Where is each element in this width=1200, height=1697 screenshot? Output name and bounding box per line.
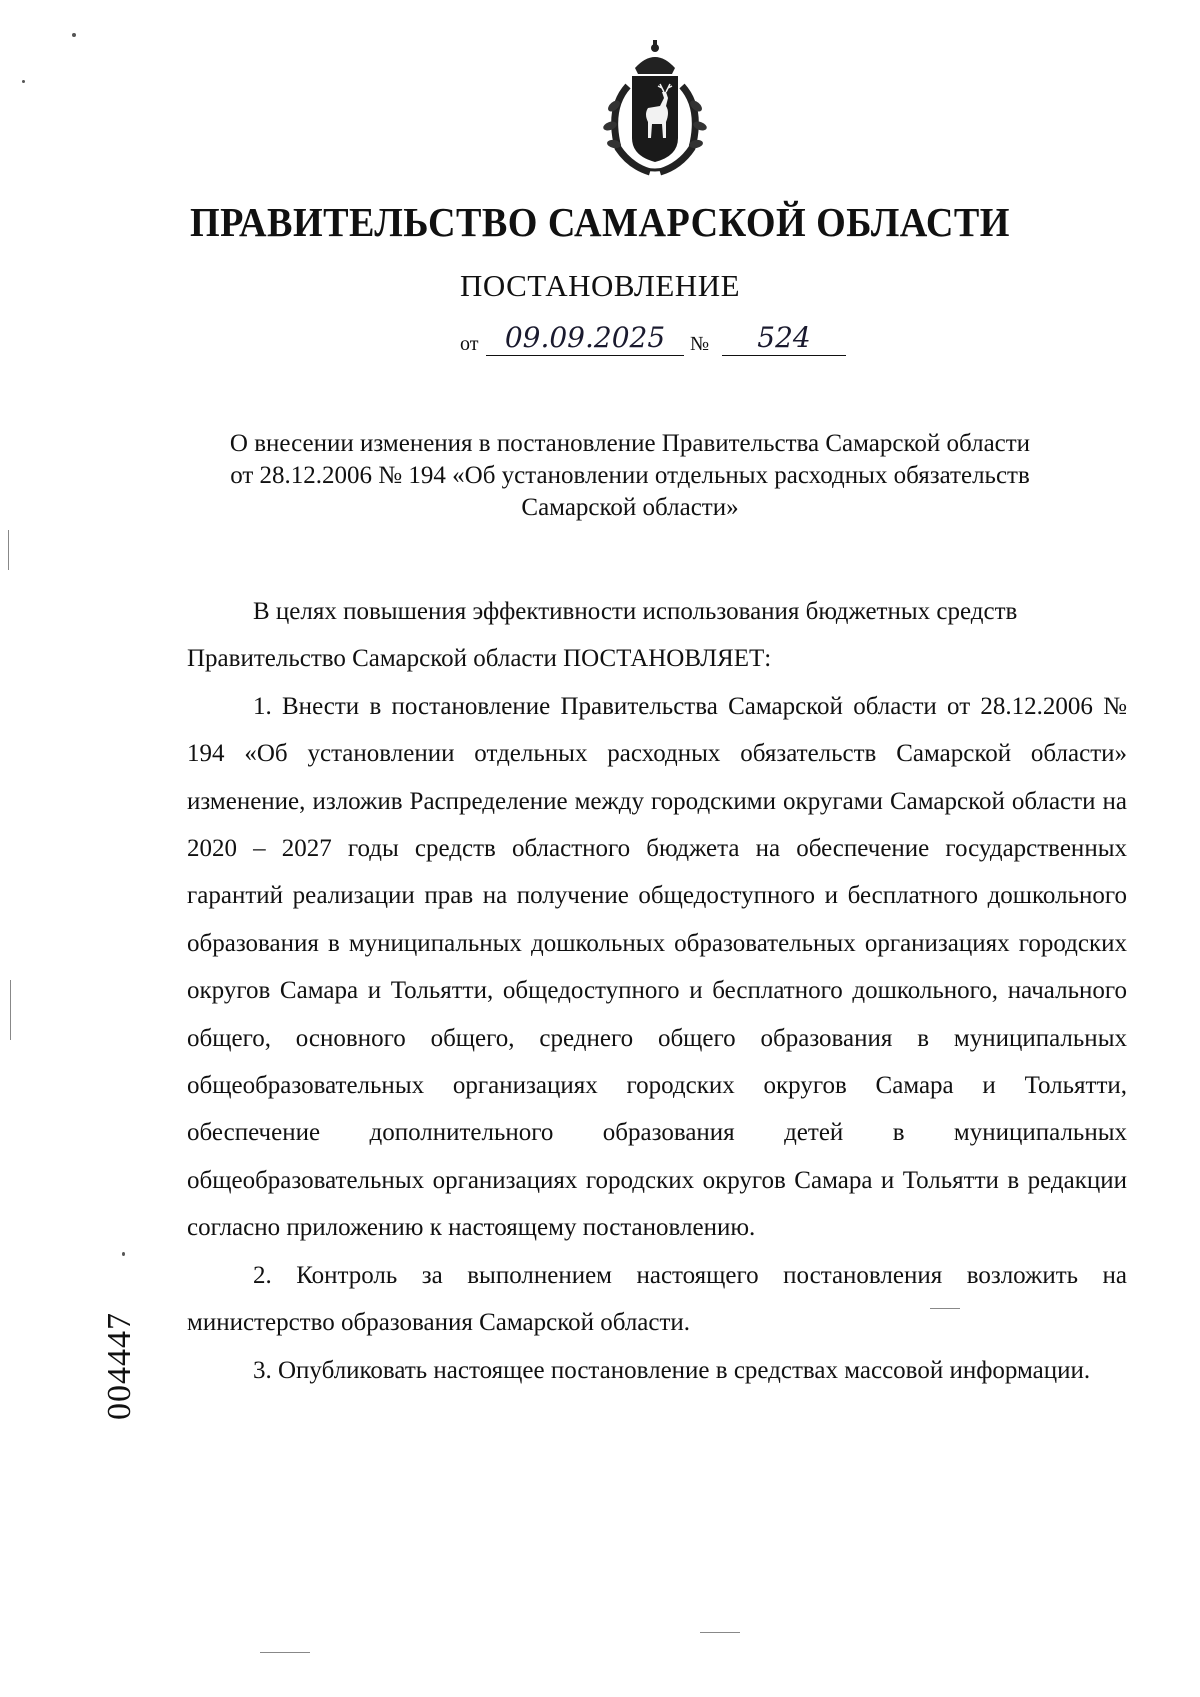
scan-speck	[22, 80, 25, 83]
document-body	[187, 588, 1127, 1394]
subject-line: О внесении изменения в постановление Правительства Самарской области	[229, 430, 1031, 457]
scan-speck	[930, 1308, 960, 1309]
scan-speck	[8, 530, 9, 570]
body-item-3: 3. Опубликовать настоящее постановление в средствах массовой информации.	[253, 1356, 1091, 1384]
samara-coat-of-arms-emblem	[590, 38, 720, 178]
scan-speck	[260, 1652, 310, 1653]
handwritten-date-field: 09.09.2025	[486, 321, 684, 356]
document-type-heading: ПОСТАНОВЛЕНИЕ	[459, 268, 741, 303]
subject-line: Самарской области»	[521, 494, 739, 521]
number-prefix-label: №	[690, 333, 710, 355]
handwritten-number-field: 524	[722, 321, 846, 356]
subject-line: от 28.12.2006 № 194 «Об установлении отдельных расходных обязательств	[230, 462, 1030, 489]
scan-speck	[72, 33, 76, 37]
document-subject	[150, 428, 1110, 524]
date-number-line	[460, 322, 850, 362]
scan-speck	[700, 1632, 740, 1633]
preamble-line: Правительство Самарской области ПОСТАНОВЛЯЕТ:	[187, 645, 772, 673]
body-item-2: 2. Контроль за выполнением настоящего постановления возложить на министерство образования Самарской области.	[187, 1261, 1127, 1337]
scan-speck	[122, 1252, 125, 1256]
government-title: ПРАВИТЕЛЬСТВО САМАРСКОЙ ОБЛАСТИ	[190, 199, 1010, 245]
date-prefix-label: от	[460, 333, 479, 355]
scan-speck	[10, 980, 11, 1040]
margin-registration-number: 004447	[101, 1312, 138, 1420]
body-item-1: 1. Внести в постановление Правительства Самарской области от 28.12.2006 № 194 «Об установлении отдельных расходных обязательств Самарской области» изменение, изложив Распределение между городскими округами Самарской области на 2020 – 2027 годы средств областного бюджета на обеспечение государственных гарантий реализации прав на получение общедоступного и бесплатного дошкольного образования в муниципальных дошкольных образовательных организациях городских округов Самара и Тольятти, общедоступного и бесплатного дошкольного, начального общего, основного общего, среднего общего образования в муниципальных общеобразовательных организациях городских округов Самара и Тольятти, обеспечение дополнительного образования детей в муниципальных общеобразовательных организациях городских округов Самара и Тольятти в редакции согласно приложению к настоящему постановлению.	[187, 692, 1127, 1242]
preamble-line: В целях повышения эффективности использования бюджетных средств	[253, 598, 1018, 625]
